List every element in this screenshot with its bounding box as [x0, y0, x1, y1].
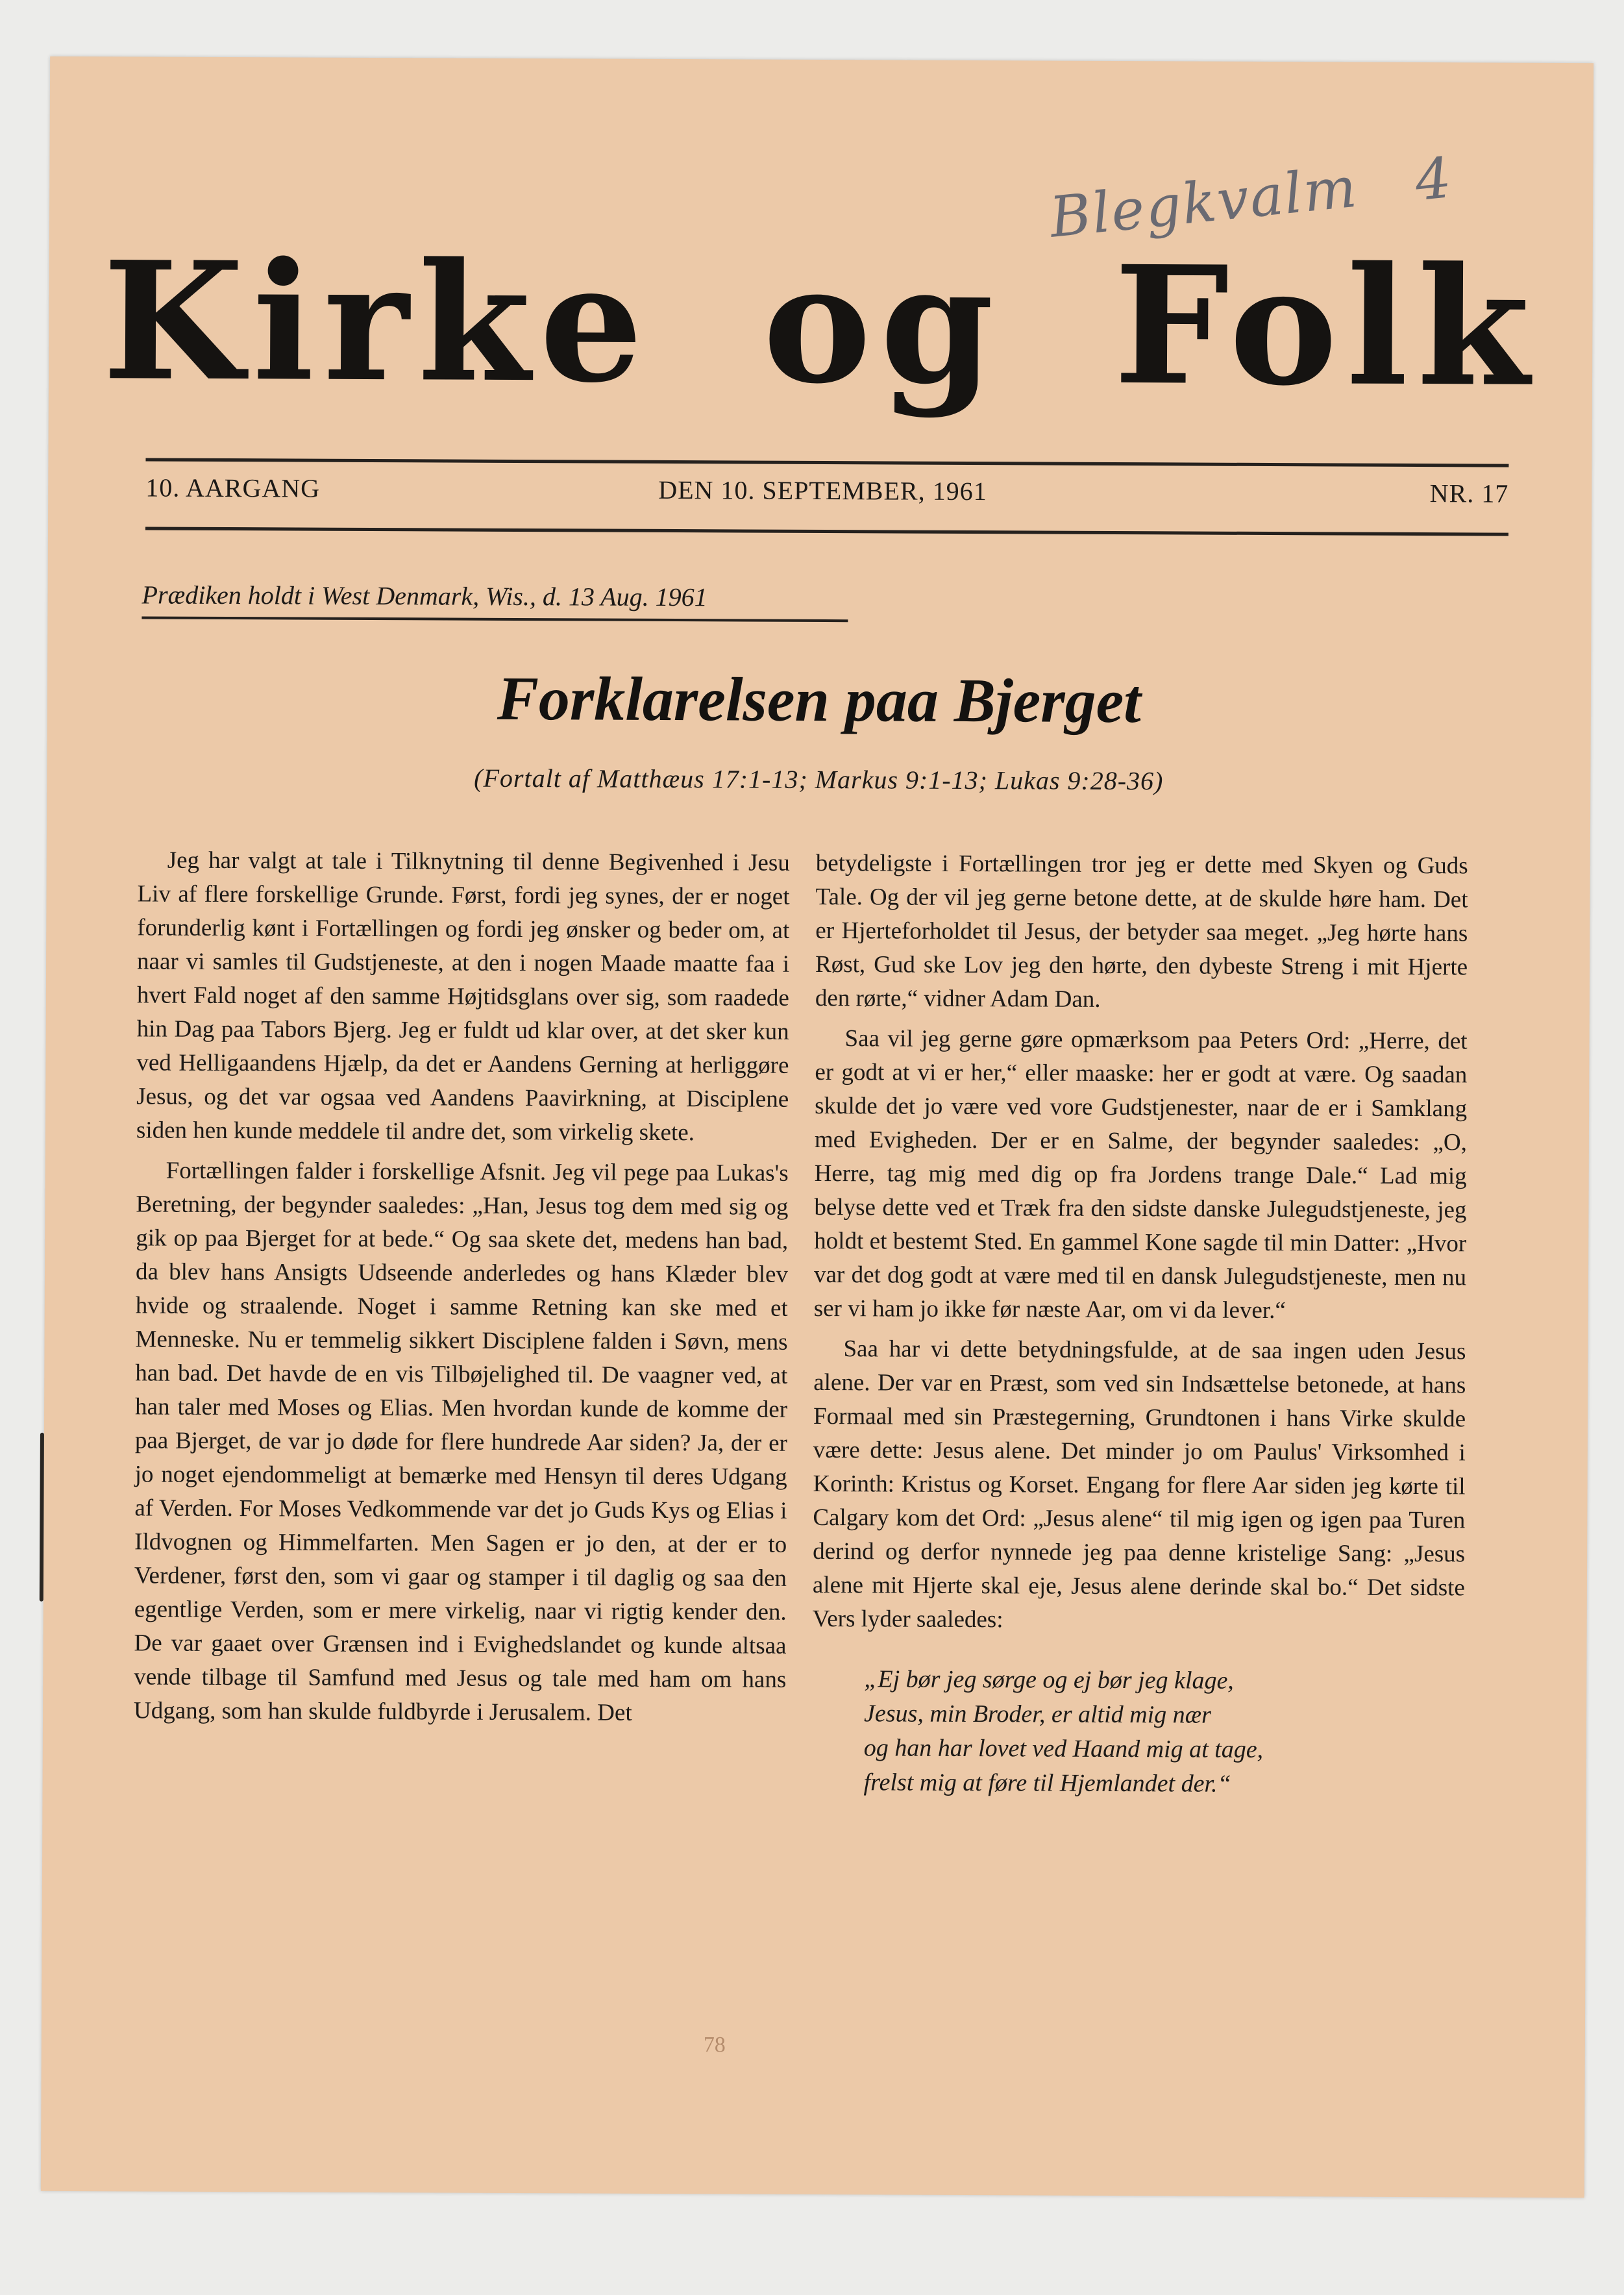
- masthead-title: Kirke og Folk: [102, 225, 1540, 423]
- right-paragraph-3: Saa har vi dette betydningsfulde, at de saa ingen uden Jesus alene. Der var en Præst, som ved sin Indsættelse betonede, at hans Formaal med sin Præstegerning, Grundtonen i hans Virke skulde være dette: Jesus alene. Det minder jo om Paulus' Virksomhed i Korinth: Kristus og Korset. Engang for flere Aar siden jeg kørte til Calgary kom det Ord: „Jesus alene“ til mig igen og igen paa Turen derind og derfor nynnede jeg paa denne kristelige Sang: „Jesus alene mit Hjerte skal eje, Jesus alene derinde skal bo.“ Det sidste Vers lyder saaledes:: [812, 1335, 1466, 1633]
- page-mark: 78: [703, 2033, 726, 2057]
- masthead-rule-top: [145, 458, 1508, 467]
- hymn-line: og han har lovet ved Haand mig at tage,: [863, 1734, 1264, 1764]
- right-column: [811, 847, 1468, 1802]
- issue-info-row: [145, 472, 1509, 508]
- article-subtitle: (Fortalt af Matthæus 17:1-13; Markus 9:1-13; Lukas 9:28-36): [474, 763, 1164, 796]
- hymn-line: Jesus, min Broder, er altid mig nær: [863, 1700, 1211, 1729]
- left-paragraph-1: Jeg har valgt at tale i Tilknytning til denne Begivenhed i Jesu Liv af flere forskellige Grunde. Først, fordi jeg synes, der er noget forunderlig kønt i Fortællingen og fordi jeg ønsker og beder om, at naar vi samles til Gudstjeneste, at den i nogen Maade maatte faa i hvert Fald noget af den samme Højtidsglans over sig, som raadede hin Dag paa Tabors Bjerg. Jeg er fuldt ud klar over, at det sker kun ved Helligaandens Hjælp, da det er Aandens Gerning at herliggøre Jesus, og det var ogsaa ved Aandens Paavirkning, at Disciplene siden hen kunde meddele til andre det, som virkelig skete.: [136, 847, 790, 1147]
- issue-volume: 10. AARGANG: [145, 473, 321, 503]
- issue-number: NR. 17: [1429, 478, 1509, 508]
- preached-note-underline: [141, 616, 848, 622]
- handwritten-word: Blegkvalm: [1046, 155, 1361, 251]
- article-title: Forklarelsen paa Bjerget: [497, 663, 1142, 736]
- newsletter-page: [41, 56, 1593, 2198]
- left-column: [134, 843, 790, 1737]
- right-paragraph-1: betydeligste i Fortællingen tror jeg er dette med Skyen og Guds Tale. Og der vil jeg gerne betone dette, at de skulde høre ham. Det er Hjerteforholdet til Jesus, der betyder saa meget. „Jeg hørte hans Røst, Gud ske Lov jeg den hørte, den dybeste Streng i mit Hjerte den rørte,“ vidner Adam Dan.: [815, 849, 1468, 1013]
- hymn-line: frelst mig at føre til Hjemlandet der.“: [863, 1768, 1231, 1798]
- right-paragraph-2: Saa vil jeg gerne gøre opmærksom paa Peters Ord: „Herre, det er godt at vi er her,“ eller maaske: her er godt at være. Og saadan skulde det jo være ved vore Gudstjenester, naar de er i Samklang med Evigheden. Der er en Salme, der begynder saaledes: „O, Herre, tag mig med dig op fra Jordens trange Dale.“ Lad mig belyse dette ved et Træk fra den sidste danske Julegudstjeneste, jeg holdt et bestemt Sted. En gammel Kone sagde til min Datter: „Hvor var det dog godt at være med til en dansk Julegudstjeneste, men nu ser vi ham jo ikke før næste Aar, om vi da lever.“: [813, 1025, 1468, 1324]
- left-paragraph-2: Fortællingen falder i forskellige Afsnit. Jeg vil pege paa Lukas's Beretning, der begynder saaledes: „Han, Jesus tog dem med sig og gik op paa Bjerget for at bede.“ Og saa skete det, medens han bad, da blev hans Ansigts Udseende anderledes og hans Klæder blev hvide og straalende. Noget i samme Retning kan ske med et Menneske. Nu er temmelig sikkert Disciplene falden i Søvn, mens han bad. Det havde de en vis Tilbøjelighed til. De vaagner ved, at han taler med Moses og Elias. Men hvordan kunde de komme der paa Bjerget, de var jo døde for flere hundrede Aar siden? Ja, der er jo noget ejendommeligt at bemærke med Hensyn til deres Udgang af Verden. For Moses Vedkommende var det jo Guds Kys og Elias i Ildvognen og Himmelfarten. Men Sagen er jo den, at der er to Verdener, først den, som vi gaar og stamper i til daglig og saa den egentlige Verden, som er mere virkelig, naar vi rigtig kender den. De var gaaet over Grænsen ind i Evighedslandet og kunde altsaa vende tilbage til Samfund med Jesus og tale med ham om hans Udgang, som han skulde fuldbyrde i Jerusalem. Det: [133, 1157, 789, 1726]
- handwritten-number: 4: [1412, 145, 1456, 214]
- sermon-preached-note: Prædiken holdt i West Denmark, Wis., d. 13 Aug. 1961: [141, 580, 707, 612]
- binding-hole: [40, 1433, 44, 1602]
- issue-date: DEN 10. SEPTEMBER, 1961: [658, 475, 987, 506]
- hymn-line: „Ej bør jeg sørge og ej bør jeg klage,: [864, 1665, 1234, 1694]
- hymn-verse: [863, 1662, 1464, 1802]
- masthead-rule-bottom: [145, 527, 1508, 536]
